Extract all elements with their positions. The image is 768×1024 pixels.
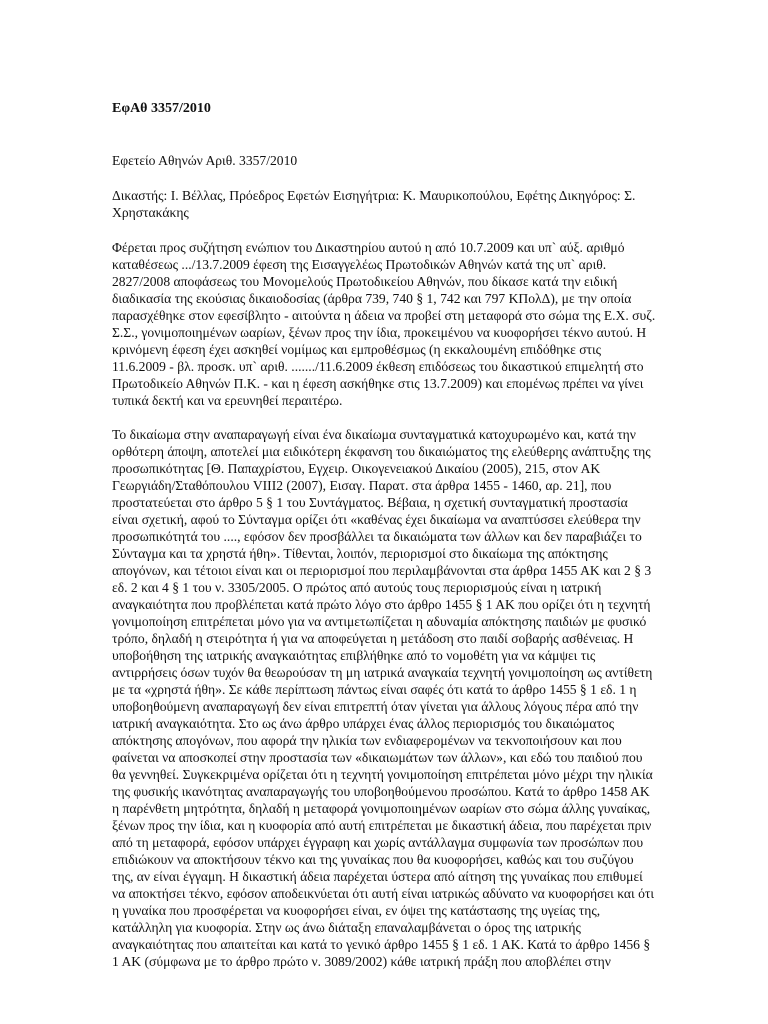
court-reference: Εφετείο Αθηνών Αριθ. 3357/2010 xyxy=(112,153,298,168)
judges-line: Δικαστής: Ι. Βέλλας, Πρόεδρος Εφετών Εισηγήτρια: Κ. Μαυρικοπούλου, Εφέτης Δικηγόρος: Σ. Χρηστακάκης xyxy=(112,188,636,220)
document-title: ΕφΑθ 3357/2010 xyxy=(112,101,211,116)
document-page xyxy=(112,100,657,987)
paragraph-appeal: Φέρεται προς συζήτηση ενώπιον του Δικαστηρίου αυτού η από 10.7.2009 και υπ` αύξ. αριθμό καταθέσεως .../13.7.2009 έφεση της Εισαγγελέως Πρωτοδικών Αθηνών κατά της υπ` αριθ. 2827/2008 αποφάσεως του Μονομελούς Πρωτοδικείου Αθηνών, που δίκασε κατά την ειδική διαδικασία της εκούσιας δικαιοδοσίας (άρθρα 739, 740 § 1, 742 και 797 ΚΠολΔ), με την οποία παρασχέθηκε στον εφεσίβλητο - αιτούντα η άδεια να προβεί στη μεταφορά στο σώμα της Ε.Χ. συζ. Σ.Σ., γονιμοποιημένων ωαρίων, ξένων προς την ίδια, προκειμένου να κυοφορήσει τέκνο αυτού. Η κρινόμενη έφεση έχει ασκηθεί νομίμως και εμπροθέσμως (η εκκαλουμένη επιδόθηκε στις 11.6.2009 - βλ. προσκ. υπ` αριθ. ......./11.6.2009 έκθεση επιδόσεως του δικαστικού επιμελητή στο Πρωτοδικείο Αθηνών Π.Κ. - και η έφεση ασκήθηκε στις 13.7.2009) και επομένως πρέπει να γίνει τυπικά δεκτή και να ερευνηθεί περαιτέρω. xyxy=(112,240,656,408)
paragraph-reproduction-right: Το δικαίωμα στην αναπαραγωγή είναι ένα δικαίωμα συνταγματικά κατοχυρωμένο και, κατά την ορθότερη άποψη, αποτελεί μια ειδικότερη έκφανση του δικαιώματος της ελεύθερης ανάπτυξης της προσωπικότητας [Θ. Παπαχρίστου, Εγχειρ. Οικογενειακού Δικαίου (2005), 215, στον ΑΚ Γεωργιάδη/Σταθόπουλου VIII2 (2007), Εισαγ. Παρατ. στα άρθρα 1455 - 1460, αρ. 21], που προστατεύεται στο άρθρο 5 § 1 του Συντάγματος. Βέβαια, η σχετική συνταγματική προστασία είναι σχετική, αφού το Σύνταγμα ορίζει ότι «καθένας έχει δικαίωμα να αναπτύσσει ελεύθερα την προσωπικότητά του ...., εφόσον δεν προσβάλλει τα δικαιώματα των άλλων και δεν παραβιάζει το Σύνταγμα και τα χρηστά ήθη». Τίθενται, λοιπόν, περιορισμοί στο δικαίωμα της απόκτησης απογόνων, και τέτοιοι είναι και οι περιορισμοί που περιλαμβάνονται στα άρθρα 1455 ΑΚ και 2 § 3 εδ. 2 και 4 § 1 του ν. 3305/2005. Ο πρώτος από αυτούς τους περιορισμούς είναι η ιατρική αναγκαιότητα που προβλέπεται κατά πρώτο λόγο στο άρθρο 1455 § 1 ΑΚ που ορίζει ότι η τεχνητή γονιμοποίηση επιτρέπεται μόνο για να αντιμετωπίζεται η αδυναμία απόκτησης παιδιών με φυσικό τρόπο, δηλαδή η στειρότητα ή για να αποφεύγεται η μετάδοση στο παιδί σοβαρής ασθένειας. Η υποβοήθηση της ιατρικής αναγκαιότητας επιβλήθηκε από το νομοθέτη για να κάμψει τις αντιρρήσεις όσων τυχόν θα θεωρούσαν τη μη ιατρικά αναγκαία τεχνητή γονιμοποίηση ως αντίθετη με τα «χρηστά ήθη». Σε κάθε περίπτωση πάντως είναι σαφές ότι κατά το άρθρο 1455 § 1 εδ. 1 η υποβοηθούμενη αναπαραγωγή δεν είναι επιτρεπτή όταν γίνεται για άλλους λόγους πέρα από την ιατρική αναγκαιότητα. Στο ως άνω άρθρο υπάρχει ένας άλλος περιορισμός του δικαιώματος απόκτησης απογόνων, που αφορά την ηλικία των ενδιαφερομένων να τεκνοποιήσουν και που φαίνεται να αποσκοπεί στην προστασία των «δικαιωμάτων των άλλων», και εδώ του παιδιού που θα γεννηθεί. Συγκεκριμένα ορίζεται ότι η τεχνητή γονιμοποίηση επιτρέπεται μόνο μέχρι την ηλικία της φυσικής ικανότητας αναπαραγωγής του υποβοηθούμενου προσώπου. Κατά το άρθρο 1458 ΑΚ η παρένθετη μητρότητα, δηλαδή η μεταφορά γονιμοποιημένων ωαρίων στο σώμα άλλης γυναίκας, ξένων προς την ίδια, και η κυοφορία από αυτή επιτρέπεται με δικαστική άδεια, που παρέχεται πριν από τη μεταφορά, εφόσον υπάρχει έγγραφη και χωρίς αντάλλαγμα συμφωνία των προσώπων που επιδιώκουν να αποκτήσουν τέκνο και της γυναίκας που θα κυοφορήσει, καθώς και του συζύγου της, αν είναι έγγαμη. Η δικαστική άδεια παρέχεται ύστερα από αίτηση της γυναίκας που επιθυμεί να αποκτήσει τέκνο, εφόσον αποδεικνύεται ότι αυτή είναι ιατρικώς αδύνατο να κυοφορήσει και ότι η γυναίκα που προσφέρεται να κυοφορήσει είναι, εν όψει της κατάστασης της υγείας της, κατάλληλη για κυοφορία. Στην ως άνω διάταξη επαναλαμβάνεται ο όρος της ιατρικής αναγκαιότητας που απαιτείται και κατά το γενικό άρθρο 1455 § 1 εδ. 1 ΑΚ. Κατά το άρθρο 1456 § 1 ΑΚ (σύμφωνα με το άρθρο πρώτο ν. 3089/2002) κάθε ιατρική πράξη που αποβλέπει στην xyxy=(112,427,655,969)
